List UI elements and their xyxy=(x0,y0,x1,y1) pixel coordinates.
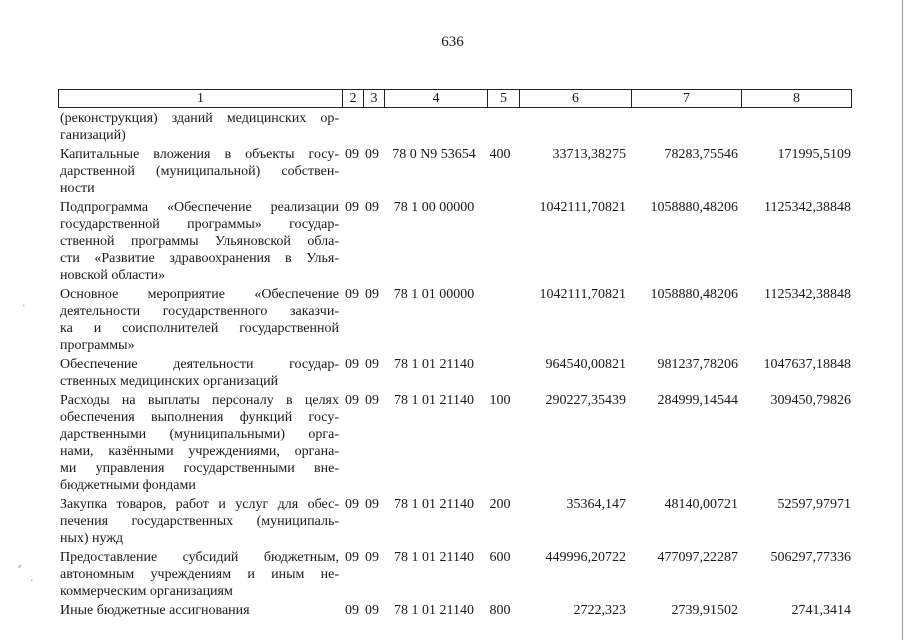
row-value-2024: 964540,00821 xyxy=(545,357,626,372)
row-vr: 200 xyxy=(489,497,511,512)
table-row xyxy=(60,549,852,600)
row-csr: 78 0 N9 53654 xyxy=(392,147,476,162)
row-name xyxy=(60,199,339,284)
row-pr: 09 xyxy=(365,393,379,408)
row-value-2025: 284999,14544 xyxy=(657,393,738,408)
scan-mark: · xyxy=(30,575,34,587)
row-name-line: дарственной (муниципальной) собствен- xyxy=(60,164,339,179)
row-value-2026: 1125342,38848 xyxy=(764,287,851,302)
row-name-line: бюджетными фондами xyxy=(60,478,196,493)
row-pr: 09 xyxy=(365,603,379,618)
row-vr: 100 xyxy=(489,393,511,408)
row-name-line: Закупка товаров, работ и услуг для обес- xyxy=(60,497,339,512)
table-row xyxy=(60,602,852,619)
row-value-2025: 1058880,48206 xyxy=(650,200,738,215)
scan-edge xyxy=(902,0,903,640)
row-rz: 09 xyxy=(345,497,359,512)
row-name-line: Предоставление субсидий бюджетным, xyxy=(60,550,339,565)
table-body xyxy=(60,110,852,621)
header-row xyxy=(59,90,852,108)
header-col-3: 3 xyxy=(364,90,385,108)
row-csr: 78 1 01 21140 xyxy=(394,393,474,408)
row-name-line: программы» xyxy=(60,338,135,353)
row-value-2025: 48140,00721 xyxy=(664,497,738,512)
scan-mark: · xyxy=(22,300,26,312)
row-value-2024: 449996,20722 xyxy=(545,550,626,565)
row-vr: 800 xyxy=(489,603,511,618)
table-row xyxy=(60,496,852,547)
row-name xyxy=(60,356,339,390)
row-pr: 09 xyxy=(365,497,379,512)
row-name-line: сти «Развитие здравоохранения в Улья- xyxy=(60,251,339,266)
row-name-line: дарственными (муниципальными) орга- xyxy=(60,427,339,442)
row-name-line: печения государственных (муниципаль- xyxy=(60,514,339,529)
header-col-6: 6 xyxy=(520,90,632,108)
row-value-2025: 1058880,48206 xyxy=(650,287,738,302)
header-col-8: 8 xyxy=(742,90,852,108)
row-name-line: ми управления государственными вне- xyxy=(60,461,339,476)
header-col-5: 5 xyxy=(488,90,520,108)
row-name xyxy=(60,549,339,600)
row-name-line: ганизаций) xyxy=(60,128,126,143)
row-value-2024: 2722,323 xyxy=(573,603,626,618)
row-value-2024: 1042111,70821 xyxy=(539,200,626,215)
row-name-line: Основное мероприятие «Обеспечение xyxy=(60,287,339,302)
scan-mark: ⸗ xyxy=(18,560,22,572)
row-value-2026: 52597,97971 xyxy=(777,497,851,512)
row-pr: 09 xyxy=(365,287,379,302)
row-value-2025: 78283,75546 xyxy=(664,147,738,162)
row-name-line: новской области» xyxy=(60,268,166,283)
row-name-line: обеспечения выполнения функций госу- xyxy=(60,410,339,425)
row-name-line: государственной программы» государ- xyxy=(60,217,339,232)
row-value-2026: 1125342,38848 xyxy=(764,200,851,215)
row-name-line: ности xyxy=(60,181,95,196)
row-csr: 78 1 01 00000 xyxy=(393,287,475,302)
row-csr: 78 1 01 21140 xyxy=(394,603,474,618)
row-name-line: деятельности государственного заказчи- xyxy=(60,304,339,319)
row-name-line: ственных медицинских организаций xyxy=(60,374,279,389)
table-row xyxy=(60,286,852,354)
row-name xyxy=(60,110,339,144)
row-name-line: ных) нужд xyxy=(60,531,124,546)
row-value-2026: 171995,5109 xyxy=(777,147,851,162)
row-csr: 78 1 01 21140 xyxy=(394,550,474,565)
row-csr: 78 1 00 00000 xyxy=(393,200,475,215)
table-row xyxy=(60,146,852,197)
row-name-line: Расходы на выплаты персоналу в целях xyxy=(60,393,339,408)
row-pr: 09 xyxy=(365,357,379,372)
row-name-line: (реконструкция) зданий медицинских ор- xyxy=(60,111,339,126)
row-value-2026: 2741,3414 xyxy=(791,603,851,618)
row-name-line: Подпрограмма «Обеспечение реализации xyxy=(60,200,339,215)
row-pr: 09 xyxy=(365,147,379,162)
row-value-2025: 2739,91502 xyxy=(671,603,738,618)
row-name-line: Обеспечение деятельности государ- xyxy=(60,357,339,372)
row-pr: 09 xyxy=(365,200,379,215)
row-name-line: ка и соисполнителей государственной xyxy=(60,321,339,336)
header-col-2: 2 xyxy=(343,90,364,108)
row-value-2026: 309450,79826 xyxy=(770,393,851,408)
row-rz: 09 xyxy=(345,200,359,215)
row-rz: 09 xyxy=(345,550,359,565)
row-name-line: автономным учреждениям и иным не- xyxy=(60,567,339,582)
table-row xyxy=(60,199,852,284)
header-col-4: 4 xyxy=(385,90,488,108)
table-row xyxy=(60,356,852,390)
table-row xyxy=(60,392,852,494)
row-vr: 600 xyxy=(489,550,511,565)
row-name-line: Иные бюджетные ассигнования xyxy=(60,603,250,618)
row-csr: 78 1 01 21140 xyxy=(394,357,474,372)
row-name xyxy=(60,496,339,547)
row-value-2026: 506297,77336 xyxy=(770,550,851,565)
row-name xyxy=(60,392,339,494)
row-rz: 09 xyxy=(345,357,359,372)
row-value-2024: 35364,147 xyxy=(566,497,626,512)
row-value-2024: 290227,35439 xyxy=(545,393,626,408)
table-header xyxy=(58,89,852,108)
row-vr: 400 xyxy=(489,147,511,162)
row-rz: 09 xyxy=(345,287,359,302)
row-name xyxy=(60,602,339,619)
page-number: 636 xyxy=(441,34,464,50)
row-value-2025: 981237,78206 xyxy=(657,357,738,372)
row-pr: 09 xyxy=(365,550,379,565)
row-value-2024: 33713,38275 xyxy=(552,147,626,162)
table-row xyxy=(60,110,852,144)
row-name-line: ственной программы Ульяновской обла- xyxy=(60,234,339,249)
row-name-line: Капитальные вложения в объекты госу- xyxy=(60,147,339,162)
row-rz: 09 xyxy=(345,393,359,408)
row-value-2025: 477097,22287 xyxy=(657,550,738,565)
header-col-1: 1 xyxy=(59,90,343,108)
row-csr: 78 1 01 21140 xyxy=(394,497,474,512)
row-name-line: нами, казёнными учреждениями, органа- xyxy=(60,444,339,459)
header-col-7: 7 xyxy=(632,90,742,108)
row-name-line: коммерческим организациям xyxy=(60,584,233,599)
row-value-2026: 1047637,18848 xyxy=(763,357,851,372)
row-value-2024: 1042111,70821 xyxy=(539,287,626,302)
row-rz: 09 xyxy=(345,147,359,162)
row-rz: 09 xyxy=(345,603,359,618)
row-name xyxy=(60,146,339,197)
row-name xyxy=(60,286,339,354)
